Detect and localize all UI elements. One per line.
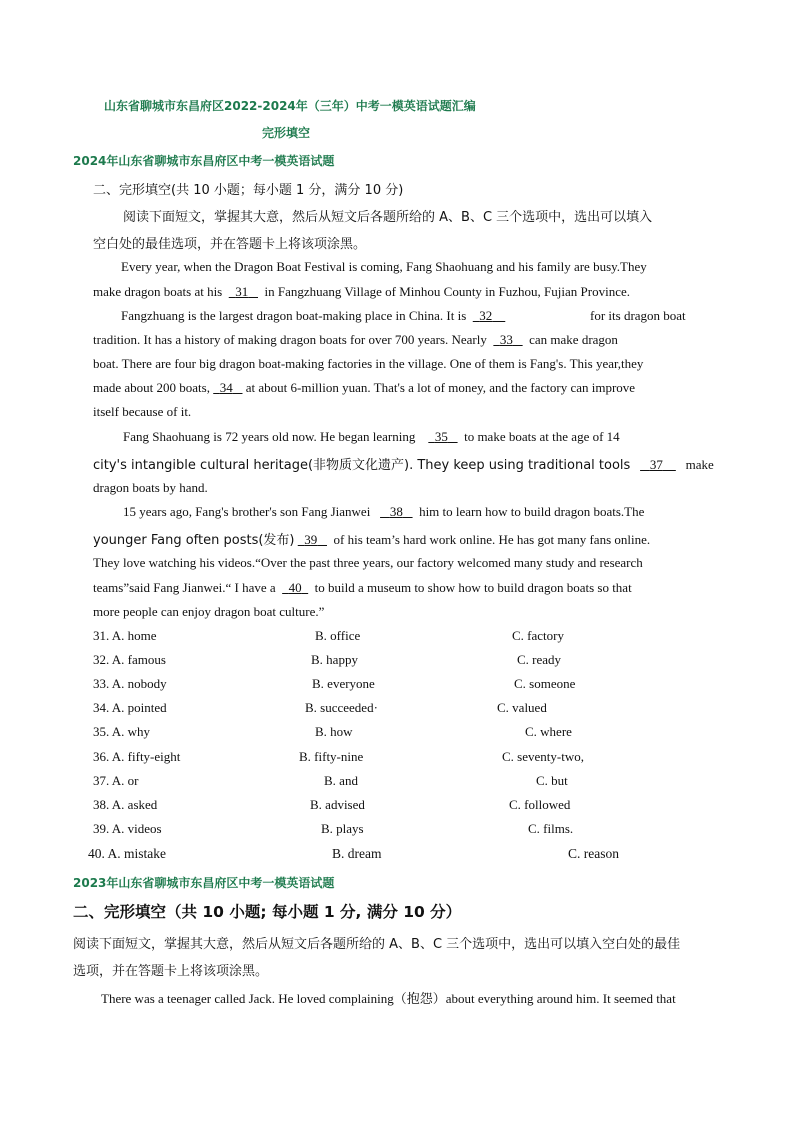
option-37-c: C. but (536, 773, 568, 788)
option-33-a: 33. A. nobody (93, 676, 167, 691)
instruction-2024-line1: 阅读下面短文，掌握其大意，然后从短文后各题所给的 A、B、C 三个选项中，选出可以填入 (123, 210, 653, 225)
option-36-b: B. fifty-nine (299, 749, 364, 764)
blank-40: 40 (288, 580, 302, 595)
option-31-c: C. factory (512, 628, 564, 643)
part-title-2024: 二、完形填空(共 10 小题；每小题 1 分，满分 10 分) (93, 183, 404, 198)
section-heading-2023: 2023年山东省聊城市东昌府区中考一模英语试题 (73, 876, 335, 890)
option-37-a: 37. A. or (93, 773, 139, 788)
option-31-b: B. office (315, 628, 361, 643)
passage-line: They love watching his videos.“Over the past three years, our factory welcomed many study and research (93, 555, 643, 570)
section-heading-2024: 2024年山东省聊城市东昌府区中考一模英语试题 (73, 154, 335, 168)
option-36-a: 36. A. fifty-eight (93, 749, 181, 764)
passage-line: Fangzhuang is the largest dragon boat-making place in China. It is 32 (121, 308, 505, 324)
option-34-b: B. succeeded· (305, 700, 378, 715)
document-subtitle: 完形填空 (262, 126, 311, 140)
option-32-a: 32. A. famous (93, 652, 166, 667)
option-32-c: C. ready (517, 652, 562, 667)
passage-line: for its dragon boat (590, 308, 686, 323)
blank-39: 39 (304, 532, 318, 547)
option-33-b: B. everyone (312, 676, 375, 691)
option-38-b: B. advised (310, 797, 365, 812)
passage-line: boat. There are four big dragon boat-making factories in the village. One of them is Fang's. This year,they (93, 356, 644, 371)
option-40-c: C. reason (568, 846, 619, 861)
passage-line: Fang Shaohuang is 72 years old now. He began learning 35 to make boats at the age of 14 (123, 429, 620, 444)
instruction-2023-line1: 阅读下面短文，掌握其大意，然后从短文后各题所给的 A、B、C 三个选项中，选出可以填入空白处的最佳 (73, 937, 681, 952)
option-33-c: C. someone (514, 676, 576, 691)
document-title: 山东省聊城市东昌府区2022-2024年（三年）中考一模英语试题汇编 (104, 99, 476, 113)
option-40-b: B. dream (332, 846, 382, 861)
blank-37: 37 (649, 457, 663, 472)
option-40-a: 40. A. mistake (88, 846, 166, 861)
option-34-a: 34. A. pointed (93, 700, 167, 715)
part-title-2023: 二、完形填空（共 10 小题; 每小题 1 分, 满分 10 分） (73, 903, 462, 921)
blank-33: 33 (499, 332, 513, 347)
passage-line: more people can enjoy dragon boat culture.” (93, 604, 325, 619)
passage-line: younger Fang often posts(发布) 39 of his team’s hard work online. He has got many fans online. (93, 532, 651, 548)
blank-31: 31 (235, 284, 249, 299)
passage-line: make dragon boats at his 31 in Fangzhuang Village of Minhou County in Fuzhou, Fujian Province. (93, 284, 630, 299)
option-39-a: 39. A. videos (93, 821, 162, 836)
option-39-c: C. films. (528, 821, 574, 836)
option-36-c: C. seventy-two, (502, 749, 584, 764)
option-39-b: B. plays (321, 821, 364, 836)
passage-line: tradition. It has a history of making dragon boats for over 700 years. Nearly 33 can make dragon (93, 332, 618, 347)
passage-line: made about 200 boats, 34 at about 6-million yuan. That's a lot of money, and the factory can improve (93, 380, 636, 395)
passage-line: Every year, when the Dragon Boat Festival is coming, Fang Shaohuang and his family are busy.They (121, 259, 647, 274)
option-31-a: 31. A. home (93, 628, 157, 643)
option-35-b: B. how (315, 724, 353, 739)
option-35-a: 35. A. why (93, 724, 151, 739)
passage-line: itself because of it. (93, 404, 192, 419)
passage-line: city's intangible cultural heritage(非物质文化遗产). They keep using traditional tools 37 make (93, 457, 714, 473)
passage-line: 15 years ago, Fang's brother's son Fang Jianwei 38 him to learn how to build dragon boats.The (123, 504, 645, 519)
instruction-2024-line2: 空白处的最佳选项，并在答题卡上将该项涂黑。 (93, 237, 367, 252)
option-34-c: C. valued (497, 700, 547, 715)
option-32-b: B. happy (311, 652, 358, 667)
blank-34: 34 (219, 380, 233, 395)
blank-35: 35 (434, 429, 448, 444)
option-37-b: B. and (324, 773, 358, 788)
option-38-c: C. followed (509, 797, 571, 812)
passage-line: dragon boats by hand. (93, 480, 208, 495)
option-35-c: C. where (525, 724, 572, 739)
blank-32: 32 (479, 308, 493, 323)
instruction-2023-line2: 选项，并在答题卡上将该项涂黑。 (73, 964, 269, 979)
passage-line: teams”said Fang Jianwei.“ I have a 40 to build a museum to show how to build dragon boats so that (93, 580, 632, 595)
option-38-a: 38. A. asked (93, 797, 158, 812)
passage-line: There was a teenager called Jack. He loved complaining（抱怨）about everything around him. It seemed that (101, 991, 676, 1006)
blank-38: 38 (389, 504, 403, 519)
